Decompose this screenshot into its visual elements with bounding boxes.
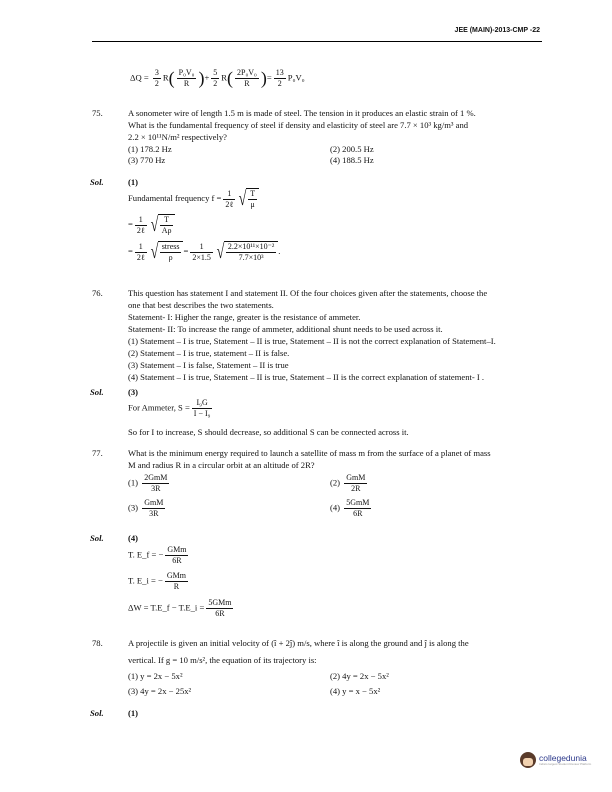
solution-answer: (3): [128, 387, 139, 397]
option: (2) Statement – I is true, statement – II is false.: [128, 348, 290, 358]
eq-text: +: [204, 72, 210, 83]
collegedunia-logo: [520, 752, 591, 768]
solution-answer: (1): [128, 177, 139, 187]
fraction: $\frac{13}{2}$: [275, 68, 284, 88]
option: (4) Statement – I is true, Statement – II is true, Statement – II is the correct explanation of statement- I .: [128, 372, 485, 382]
option: (1) y = 2x − 5x²: [128, 671, 183, 681]
logo-tagline: India's largest Student Review Platform: [539, 762, 592, 766]
question-text: What is the minimum energy required to launch a satellite of mass m from the surface of a planet of mass: [128, 448, 491, 458]
question-number: 77.: [92, 448, 103, 458]
solution-answer: (1): [128, 708, 139, 718]
solution-label: Sol.: [90, 708, 104, 718]
question-text: A sonometer wire of length 1.5 m is made of steel. The tension in it produces an elastic strain of 1 %.: [128, 108, 476, 118]
question-text: vertical. If g = 10 m/s², the equation of its trajectory is:: [128, 655, 317, 665]
option: (4) 188.5 Hz: [330, 155, 374, 165]
solution-label: Sol.: [90, 177, 104, 187]
option: (3) 770 Hz: [128, 155, 166, 165]
page-header: JEE (MAIN)-2013-CMP -22: [454, 27, 540, 34]
question-text: Statement- II: To increase the range of ammeter, additional shunt needs to be used across it.: [128, 324, 443, 334]
option: (2) 200.5 Hz: [330, 144, 374, 154]
solution-step: So for I to increase, S should decrease, so additional S can be connected across it.: [128, 427, 409, 437]
solution-step: ΔW = T.E_f − T.E_i = $\frac{\text{5GMm}}{6R}$: [128, 598, 232, 618]
question-text: one that best describes the two statements.: [128, 300, 274, 310]
option: (2) $\frac{\text{GmM}}{2R}$: [330, 473, 366, 493]
delta-q-equation: ΔQ = $\frac{3}{2}$ R( $\frac{\text{P₀V₀}}{R}$ )+ $\frac{5}{2}$ R( $\frac{\text{2P₀V₀}}{R}$ )= $\frac{13}{2}$ P₀V₀: [130, 68, 305, 88]
question-text: 2.2 × 10¹¹N/m² respectively?: [128, 132, 227, 142]
question-text: Statement- I: Higher the range, greater is the resistance of ammeter.: [128, 312, 361, 322]
fraction: $\frac{\text{P₀V₀}}{R}$: [178, 68, 195, 88]
option: (4) y = x − 5x²: [330, 686, 381, 696]
option: (2) 4y = 2x − 5x²: [330, 671, 389, 681]
logo-name: collegedunia: [539, 753, 587, 763]
solution-label: Sol.: [90, 387, 104, 397]
question-text: What is the fundamental frequency of steel if density and elasticity of steel are 7.7 × 10³ kg/m³ and: [128, 120, 469, 130]
solution-step: For Ammeter, S = $\frac{\text{I₉G}}{\text{I − I₉}}$: [128, 398, 211, 418]
solution-step: = $\frac{1}{\text{2ℓ}}$ √ $\frac{\text{stress}}{\rho}$ = $\frac{1}{2\times 1.5}$ √ $\frac{\text{2.2×10¹¹×10⁻²}}{\text{7.7×10³}}$ .: [128, 241, 281, 263]
eq-text: P₀V₀: [287, 72, 305, 83]
option: (3) Statement – I is false, Statement – II is true: [128, 360, 289, 370]
option: (3) $\frac{\text{GmM}}{3R}$: [128, 498, 164, 518]
solution-step: Fundamental frequency f = $\frac{1}{\text{2ℓ}}$ √ $\frac{T}{\mu}$: [128, 188, 259, 210]
solution-step: T. E_i = − $\frac{\text{GMm}}{R}$: [128, 571, 186, 591]
question-text: A projectile is given an initial velocity of (î + 2ĵ) m/s, where î is along the ground and ĵ is along the: [128, 638, 469, 648]
fraction: $\frac{3}{2}$: [154, 68, 159, 88]
eq-text: =: [266, 72, 272, 83]
header-rule: [92, 41, 542, 42]
question-text: M and radius R in a circular orbit at an altitude of 2R?: [128, 460, 315, 470]
solution-answer: (4): [128, 533, 139, 543]
eq-text: R: [221, 72, 228, 83]
option: (1) 178.2 Hz: [128, 144, 172, 154]
solution-label: Sol.: [90, 533, 104, 543]
question-number: 78.: [92, 638, 103, 648]
option: (4) $\frac{\text{5GmM}}{6R}$: [330, 498, 370, 518]
fraction: $\frac{\text{2P₀V₀}}{R}$: [237, 68, 257, 88]
eq-text: R: [162, 72, 169, 83]
question-number: 75.: [92, 108, 103, 118]
solution-step: T. E_f = − $\frac{\text{GMm}}{6R}$: [128, 545, 187, 565]
option: (3) 4y = 2x − 25x²: [128, 686, 192, 696]
question-number: 76.: [92, 288, 103, 298]
eq-text: ΔQ =: [130, 72, 149, 83]
option: (1) Statement – I is true, Statement – II is true, Statement – II is not the correct explanation of Statement–I.: [128, 336, 496, 346]
mascot-icon: [520, 752, 536, 768]
fraction: $\frac{5}{2}$: [213, 68, 218, 88]
solution-step: = $\frac{1}{\text{2ℓ}}$ √ $\frac{T}{A\rho}$: [128, 214, 175, 236]
option: (1) $\frac{\text{2GmM}}{3R}$: [128, 473, 168, 493]
question-text: This question has statement I and statement II. Of the four choices given after the statements, choose the: [128, 288, 488, 298]
